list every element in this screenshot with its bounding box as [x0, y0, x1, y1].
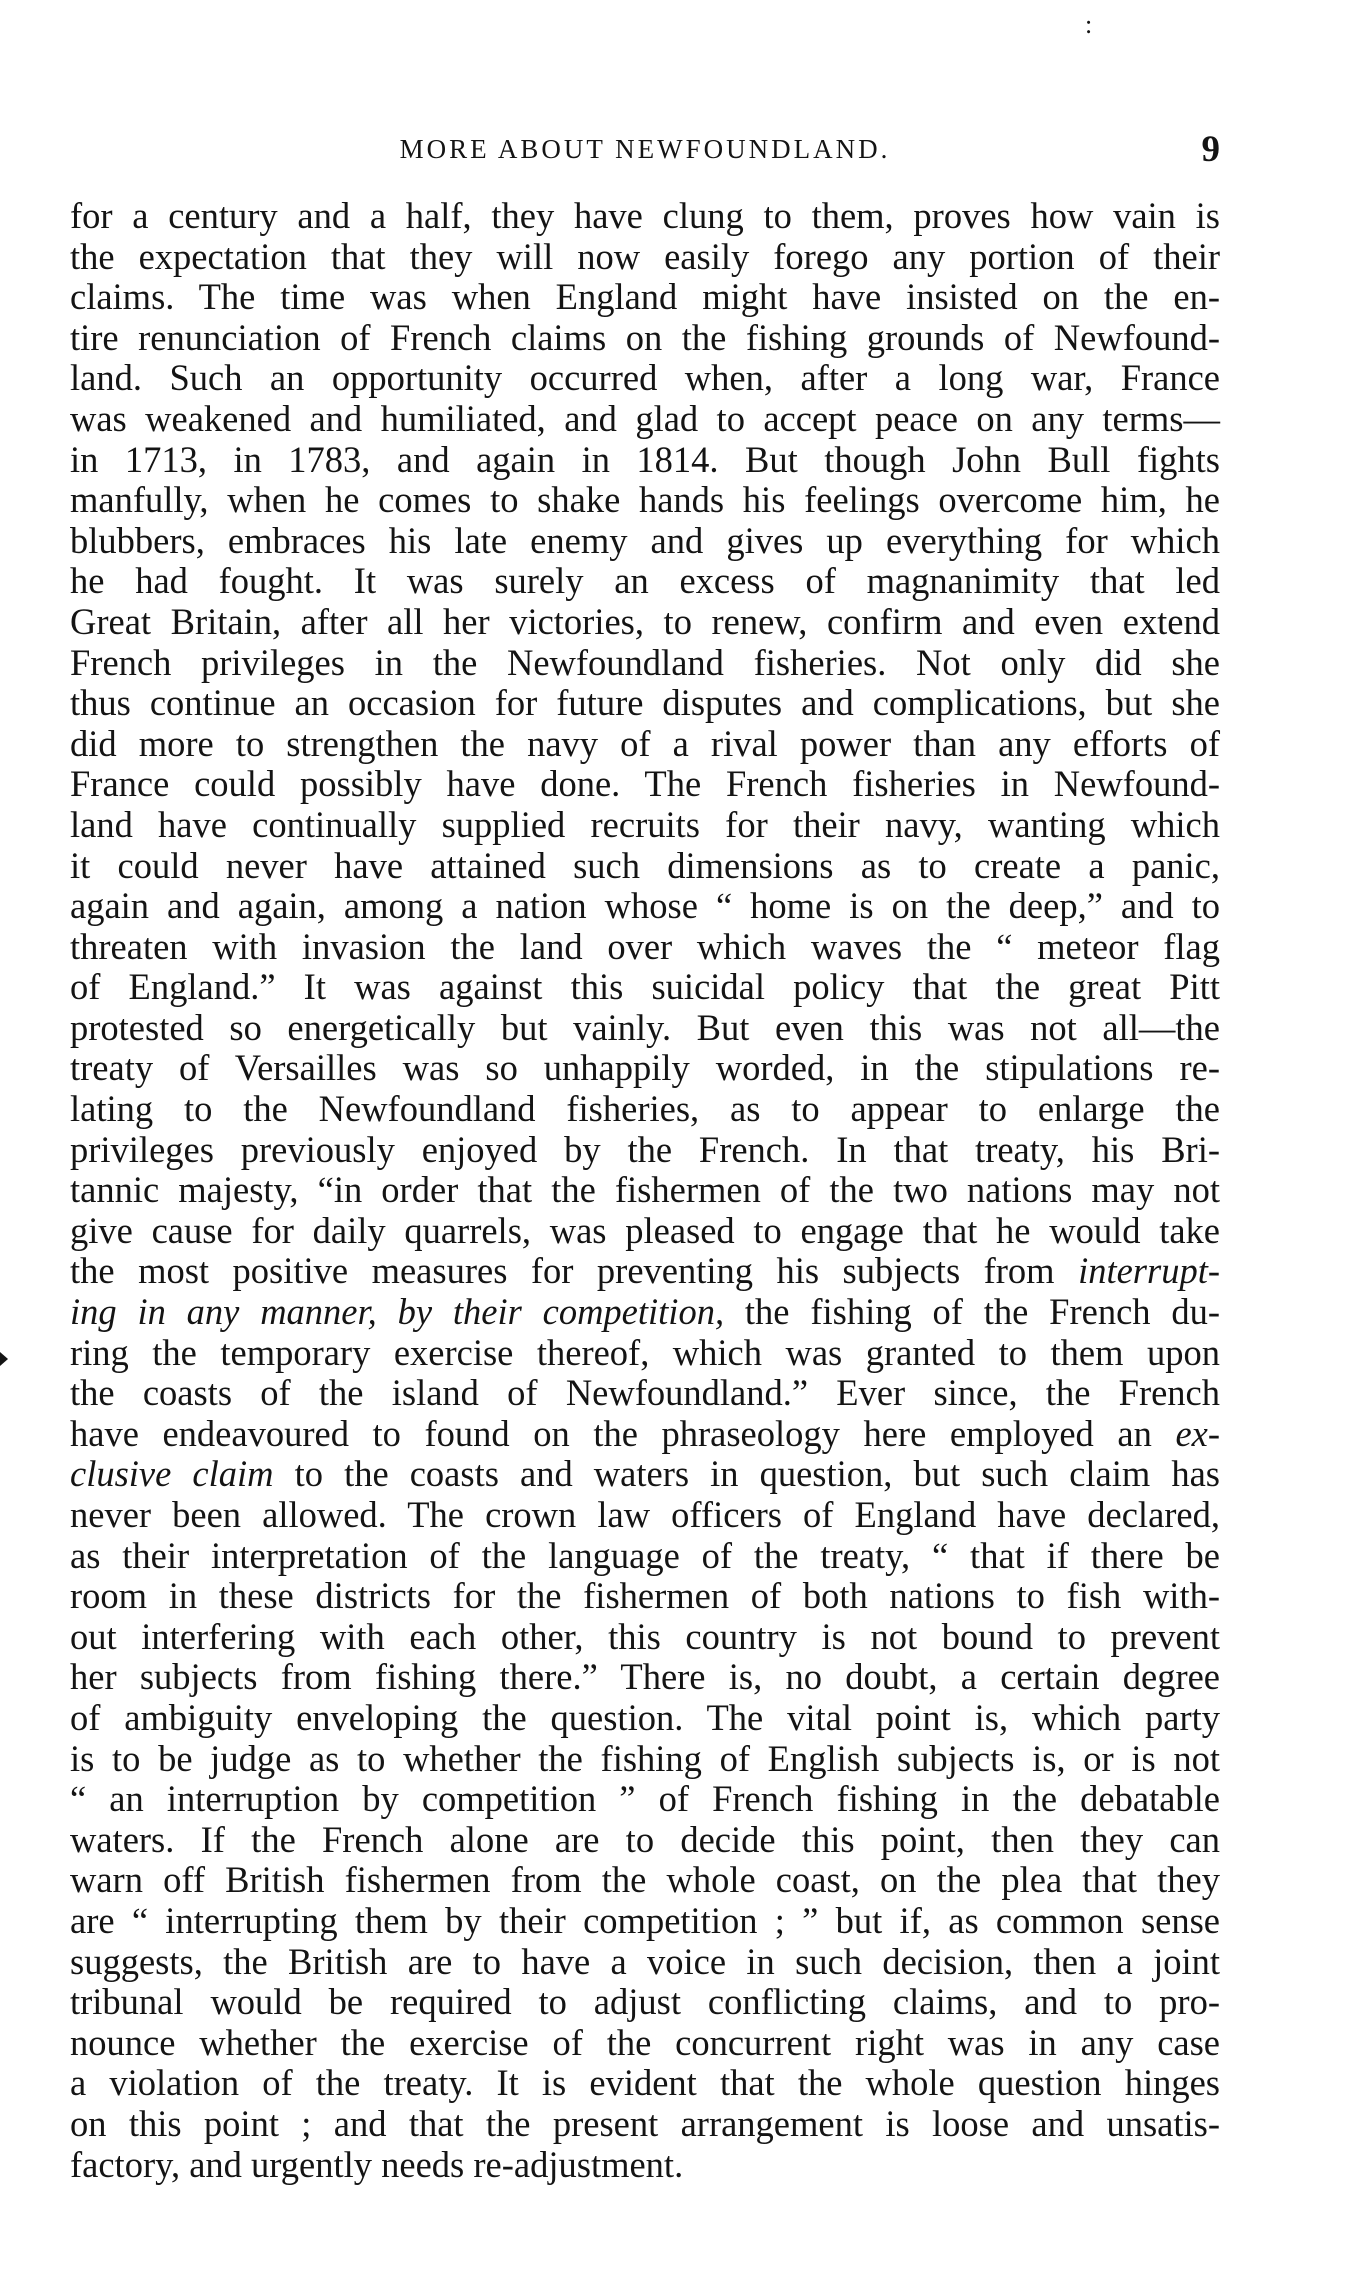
text-line: is to be judge as to whether the fishing of English subjects is, or is not	[70, 1737, 1220, 1779]
text-line: her subjects from fishing there.” There is, no doubt, a certain degree	[70, 1656, 1220, 1698]
text-line: threaten with invasion the land over which waves the “ meteor flag	[70, 925, 1220, 967]
text-line: never been allowed. The crown law officers of England have declared,	[70, 1494, 1220, 1535]
text-line: on this point ; and that the present arrangement is loose and unsatis-	[70, 2102, 1220, 2144]
italic-segment: clusive claim	[70, 1453, 274, 1495]
text-line	[70, 1292, 1220, 1333]
text-line: are “ interrupting them by their competition ; ” but if, as common sense	[70, 1899, 1220, 1941]
text-line: out interfering with each other, this country is not bound to prevent	[70, 1615, 1220, 1657]
text-line: blubbers, embraces his late enemy and gives up everything for which	[70, 519, 1220, 561]
text-line: privileges previously enjoyed by the French. In that treaty, his Bri-	[70, 1128, 1220, 1170]
text-line: the coasts of the island of Newfoundland.” Ever since, the French	[70, 1372, 1220, 1414]
text-line: nounce whether the exercise of the concurrent right was in any case	[70, 2021, 1220, 2063]
margin-dots-mark: :	[1085, 10, 1093, 39]
text-line	[70, 1454, 1220, 1495]
text-line: ring the temporary exercise thereof, which was granted to them upon	[70, 1331, 1220, 1373]
text-segment: to the coasts and waters in question, but such claim has	[294, 1453, 1220, 1495]
text-segment: the fishing of the French du-	[744, 1291, 1220, 1333]
text-line: lating to the Newfoundland fisheries, as to appear to enlarge the	[70, 1088, 1220, 1130]
text-line: land. Such an opportunity occurred when, after a long war, France	[70, 357, 1220, 399]
italic-segment: ing in any manner, by their competition,	[70, 1291, 725, 1333]
body-text	[70, 196, 1220, 2185]
text-line: suggests, the British are to have a voice in such decision, then a joint	[70, 1940, 1220, 1982]
text-line: “ an interruption by competition ” of French fishing in the debatable	[70, 1778, 1220, 1820]
text-line	[70, 1251, 1220, 1292]
text-line: tannic majesty, “in order that the fishermen of the two nations may not	[70, 1169, 1220, 1211]
text-line: again and again, among a nation whose “ home is on the deep,” and to	[70, 885, 1220, 927]
text-line: tribunal would be required to adjust conflicting claims, and to pro-	[70, 1981, 1220, 2023]
text-line: Great Britain, after all her victories, to renew, confirm and even extend	[70, 600, 1220, 642]
text-line: in 1713, in 1783, and again in 1814. But though John Bull fights	[70, 438, 1220, 480]
text-line: of England.” It was against this suicidal policy that the great Pitt	[70, 966, 1220, 1008]
text-line: it could never have attained such dimensions as to create a panic,	[70, 844, 1220, 886]
page-number: 9	[1201, 129, 1220, 170]
text-line: a violation of the treaty. It is evident that the whole question hinges	[70, 2062, 1220, 2104]
text-line: treaty of Versailles was so unhappily worded, in the stipulations re-	[70, 1047, 1220, 1089]
text-line: protested so energetically but vainly. But even this was not all—the	[70, 1006, 1220, 1048]
text-line: warn off British fishermen from the whole coast, on the plea that they	[70, 1859, 1220, 1901]
text-line: give cause for daily quarrels, was pleased to engage that he would take	[70, 1209, 1220, 1251]
text-line: waters. If the French alone are to decide this point, then they can	[70, 1818, 1220, 1860]
running-title: MORE ABOUT NEWFOUNDLAND.	[399, 134, 891, 164]
italic-segment: interrupt-	[1078, 1250, 1220, 1292]
text-line: claims. The time was when England might have insisted on the en-	[70, 276, 1220, 318]
text-segment: have endeavoured to found on the phraseology here employed an	[70, 1412, 1152, 1454]
text-line: for a century and a half, they have clung to them, proves how vain is	[70, 195, 1220, 236]
text-line: France could possibly have done. The French fisheries in Newfound-	[70, 763, 1220, 805]
text-line: land have continually supplied recruits for their navy, wanting which	[70, 803, 1220, 845]
text-line: room in these districts for the fishermen of both nations to fish with-	[70, 1575, 1220, 1617]
text-line: as their interpretation of the language of the treaty, “ that if there be	[70, 1534, 1220, 1576]
text-line: tire renunciation of French claims on the fishing grounds of Newfound-	[70, 316, 1220, 358]
text-segment: the most positive measures for preventing his subjects from	[70, 1250, 1055, 1292]
text-line: was weakened and humiliated, and glad to accept peace on any terms—	[70, 397, 1220, 439]
text-line: manfully, when he comes to shake hands his feelings overcome him, he	[70, 479, 1220, 521]
text-line: the expectation that they will now easily forego any portion of their	[70, 235, 1220, 277]
text-line: French privileges in the Newfoundland fisheries. Not only did she	[70, 641, 1220, 683]
text-line	[70, 1414, 1220, 1455]
text-line: of ambiguity enveloping the question. The vital point is, which party	[70, 1696, 1220, 1738]
margin-arrow-mark	[0, 1352, 8, 1366]
text-line: thus continue an occasion for future disputes and complications, but she	[70, 682, 1220, 724]
text-line: factory, and urgently needs re-adjustment.	[70, 2143, 684, 2185]
running-head	[70, 128, 1220, 174]
italic-segment: ex-	[1175, 1412, 1220, 1454]
text-line: did more to strengthen the navy of a rival power than any efforts of	[70, 722, 1220, 764]
text-line: he had fought. It was surely an excess of magnanimity that led	[70, 560, 1220, 602]
